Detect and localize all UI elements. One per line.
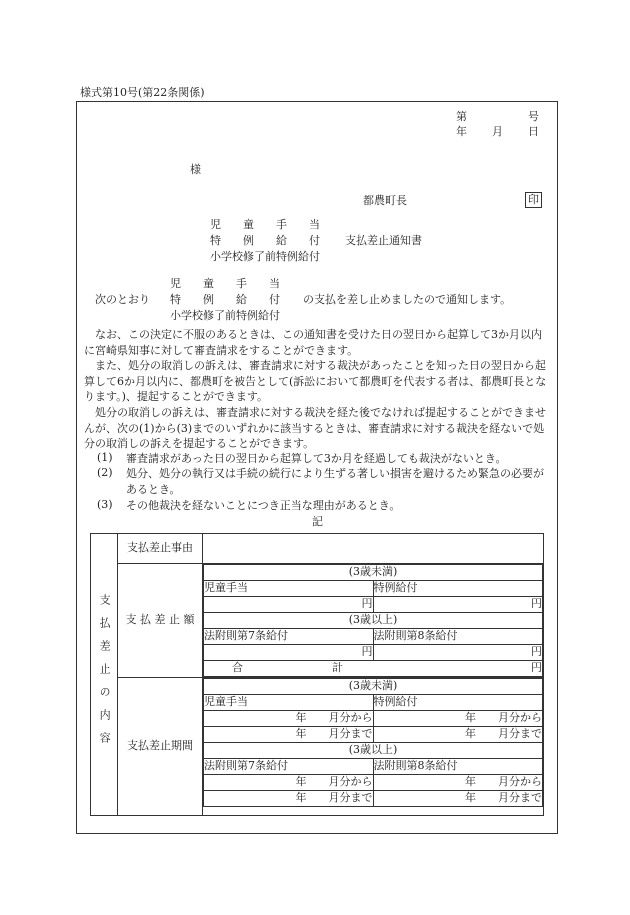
form-code: 様式第10号(第22条関係)	[80, 86, 205, 99]
nen-text: 年	[295, 727, 307, 740]
to-text: 月分まで	[328, 791, 373, 804]
amount-tokurei-label: 特例給付	[373, 581, 543, 597]
period-jidou-label: 児童手当	[204, 695, 374, 711]
amount-jidou-label: 児童手当	[204, 581, 374, 597]
amount-cell	[203, 564, 544, 678]
nen-text: 年	[465, 727, 476, 740]
amount-tokurei-yen[interactable]: 円	[373, 597, 543, 613]
side-label: 支払差止の内容	[91, 534, 118, 816]
nen-text: 年	[465, 775, 476, 788]
to-text: 月分まで	[498, 791, 542, 804]
period-over3-label: (3歳以上)	[204, 743, 543, 759]
date-year: 年	[456, 125, 467, 138]
period-fusoku8-to[interactable]	[373, 791, 543, 807]
amount-fusoku8-label: 法附則第8条給付	[373, 629, 543, 645]
doc-number-prefix: 第	[456, 110, 467, 123]
nen-text: 年	[295, 711, 307, 724]
notice-line-3: 小学校修了前特例給付	[170, 309, 280, 322]
period-tokurei-from[interactable]	[373, 711, 543, 727]
period-jidou-to[interactable]	[204, 727, 374, 743]
total-yen: 円	[531, 661, 542, 674]
period-jidou-from[interactable]	[204, 711, 374, 727]
notice-prefix: 次のとおり	[95, 293, 150, 306]
period-tokurei-to[interactable]	[373, 727, 543, 743]
title-line-1: 児 童 手 当	[210, 218, 320, 231]
to-text: 月分まで	[498, 727, 542, 740]
notice-suffix: の支払を差し止めましたので通知します。	[303, 293, 512, 306]
title-line-3: 小学校修了前特例給付	[210, 250, 320, 263]
period-cell	[203, 678, 544, 816]
reason-label: 支払差止事由	[118, 534, 203, 564]
seal-mark: 印	[525, 192, 542, 208]
period-label: 支払差止期間	[118, 678, 203, 816]
paragraph-appeal: なお、この決定に不服のあるときは、この通知書を受けた日の翌日から起算して3か月以内に宮崎県知事に対して審査請求をすることができます。	[84, 328, 542, 357]
nen-text: 年	[465, 711, 476, 724]
total-label-b: 計	[332, 661, 343, 674]
item-3-text: その他裁決を経ないことにつき正当な理由があるとき。	[126, 499, 401, 512]
ki-heading: 記	[312, 515, 323, 528]
from-text: 月分から	[328, 775, 373, 788]
period-under3-label: (3歳未満)	[204, 679, 543, 695]
period-fusoku8-from[interactable]	[373, 775, 543, 791]
to-text: 月分まで	[328, 727, 373, 740]
amount-fusoku8-yen[interactable]: 円	[373, 645, 543, 661]
addressee-suffix: 様	[190, 163, 201, 176]
item-3-number: (3)	[97, 498, 113, 511]
reason-value[interactable]	[203, 534, 544, 564]
date-month: 月	[492, 125, 503, 138]
nen-text: 年	[295, 775, 307, 788]
item-1-text: 審査請求があった日の翌日から起算して3か月を経過しても裁決がないとき。	[126, 452, 507, 465]
period-fusoku8-label: 法附則第8条給付	[373, 759, 543, 775]
title-line-2: 特 例 給 付	[210, 234, 320, 247]
period-fusoku7-to[interactable]	[204, 791, 374, 807]
item-2-text: 処分、処分の執行又は手続の続行により生ずる著しい損害を避けるため緊急の必要があるとき。	[126, 467, 544, 496]
total-label-a: 合	[232, 661, 243, 674]
under3-label: (3歳未満)	[204, 565, 543, 581]
period-fusoku7-label: 法附則第7条給付	[204, 759, 374, 775]
over3-label: (3歳以上)	[204, 613, 543, 629]
amount-fusoku7-label: 法附則第7条給付	[204, 629, 374, 645]
date-day: 日	[528, 125, 539, 138]
from-text: 月分から	[498, 775, 542, 788]
notice-line-2: 特 例 給 付	[170, 293, 280, 306]
paragraph-lawsuit: また、処分の取消しの訴えは、審査請求に対する裁決があったことを知った日の翌日から起算して6か月以内に、都農町を被告として(訴訟において都農町を代表する者は、都農町長となります。)、提起することができます。	[84, 359, 547, 403]
item-1-number: (1)	[97, 451, 113, 464]
amount-jidou-yen[interactable]: 円	[204, 597, 374, 613]
suspension-table	[90, 533, 544, 816]
from-text: 月分から	[328, 711, 373, 724]
paragraph-exceptions: 処分の取消しの訴えは、審査請求に対する裁決を経た後でなければ提起することができませんが、次の(1)から(3)までのいずれかに該当するときは、審査請求に対する裁決を経ないで処分の取消しの訴えを提起することができます。	[84, 406, 546, 450]
total-row[interactable]	[204, 661, 543, 677]
amount-fusoku7-yen[interactable]: 円	[204, 645, 374, 661]
doc-number-suffix: 号	[528, 110, 539, 123]
from-text: 月分から	[498, 711, 542, 724]
nen-text: 年	[465, 791, 476, 804]
notice-line-1: 児 童 手 当	[170, 277, 280, 290]
amount-label: 支 払 差 止 額	[118, 564, 203, 678]
nen-text: 年	[295, 791, 307, 804]
issuer-name: 都農町長	[363, 194, 407, 207]
title-suffix: 支払差止通知書	[345, 234, 422, 247]
period-fusoku7-from[interactable]	[204, 775, 374, 791]
item-2-number: (2)	[97, 466, 113, 479]
period-tokurei-label: 特例給付	[373, 695, 543, 711]
